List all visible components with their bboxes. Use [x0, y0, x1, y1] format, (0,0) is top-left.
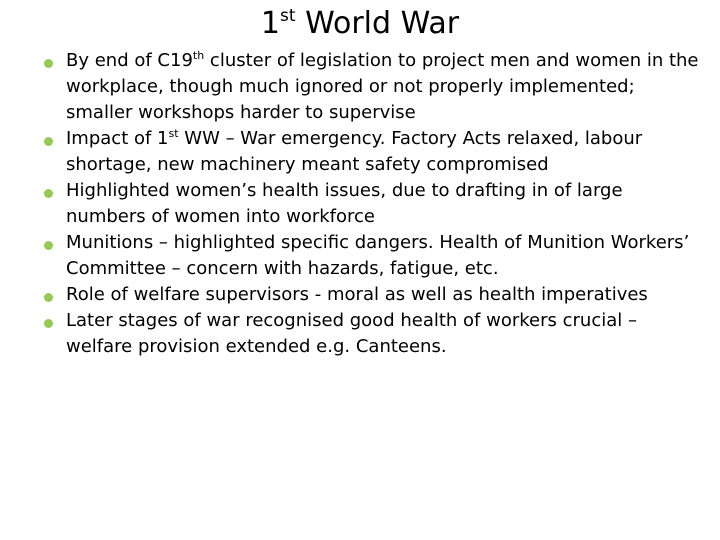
- title-superscript: st: [280, 6, 296, 26]
- bullet-text: By end of C19: [66, 50, 193, 71]
- bullet-item-later-stages: [38, 308, 706, 360]
- bullet-dot-icon: [44, 293, 53, 302]
- bullet-text-cont: cluster of legislation to project men and women in the workplace, though much ignored or not properly implemented; smaller workshops harder to supervise: [66, 50, 699, 123]
- bullet-text: Later stages of war recognised good health of workers crucial – welfare provision extended e.g. Canteens.: [66, 310, 637, 357]
- bullet-dot-icon: [44, 319, 53, 328]
- bullet-item-womens-health: [38, 178, 706, 230]
- bullet-list: [38, 48, 706, 360]
- bullet-text: Role of welfare supervisors - moral as well as health imperatives: [66, 284, 648, 305]
- bullet-item-legislation: [38, 48, 706, 126]
- bullet-item-impact: [38, 126, 706, 178]
- bullet-text: Highlighted women’s health issues, due to drafting in of large numbers of women into workforce: [66, 180, 623, 227]
- title-prefix: 1: [260, 6, 281, 41]
- bullet-text: Impact of 1: [66, 128, 169, 149]
- bullet-item-welfare-supervisors: [38, 282, 706, 308]
- bullet-text-cont: WW – War emergency. Factory Acts relaxed, labour shortage, new machinery meant safety compromised: [66, 128, 643, 175]
- bullet-dot-icon: [44, 189, 53, 198]
- bullet-superscript: th: [192, 49, 205, 62]
- bullet-dot-icon: [44, 241, 53, 250]
- title-rest: World War: [295, 6, 460, 41]
- bullet-superscript: st: [168, 127, 179, 140]
- bullet-dot-icon: [44, 137, 53, 146]
- bullet-text: Munitions – highlighted specific dangers. Health of Munition Workers’ Committee – concern with hazards, fatigue, etc.: [66, 232, 690, 279]
- bullet-item-munitions: [38, 230, 706, 282]
- bullet-dot-icon: [44, 59, 53, 68]
- slide-title: [0, 4, 720, 44]
